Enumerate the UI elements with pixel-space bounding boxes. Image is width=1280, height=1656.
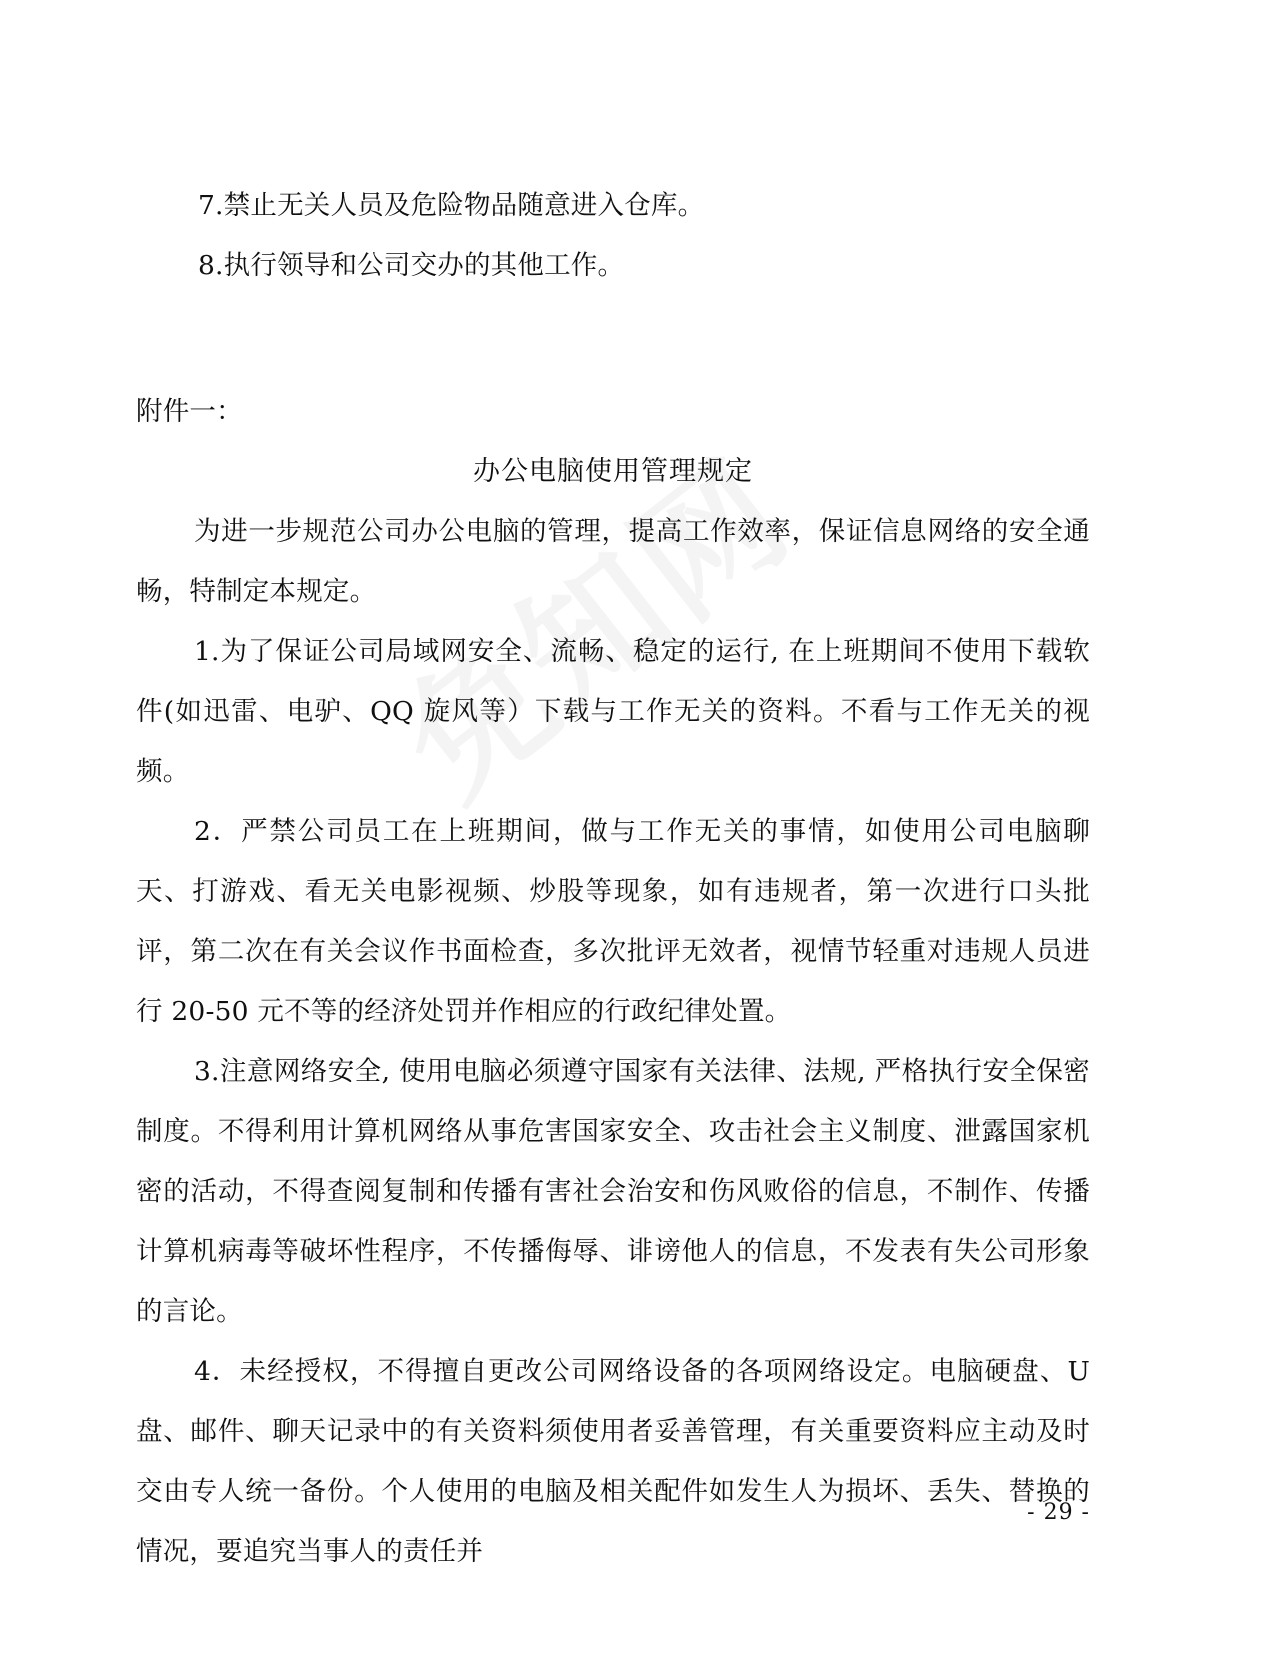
top-margin-spacer [136, 0, 1090, 176]
article-paragraph-4: 4．未经授权，不得擅自更改公司网络设备的各项网络设定。电脑硬盘、U 盘、邮件、聊天记录中的有关资料须使用者妥善管理，有关重要资料应主动及时交由专人统一备份。个人使用的电脑及相关配件如发生人为损坏、丢失、替换的情况，要追究当事人的责任并 [136, 1356, 1090, 1567]
list-item: 8.执行领导和公司交办的其他工作。 [198, 250, 625, 281]
page-title: 办公电脑使用管理规定 [473, 456, 753, 487]
attachment-label: 附件一： [136, 396, 243, 427]
preamble-paragraph: 为进一步规范公司办公电脑的管理，提高工作效率，保证信息网络的安全通畅，特制定本规定。 [136, 516, 1090, 607]
section-gap-spacer [136, 296, 1090, 382]
list-item: 7.禁止无关人员及危险物品随意进入仓库。 [198, 190, 705, 221]
page-number: - 29 - [1027, 1500, 1090, 1525]
article-paragraph-2: 2．严禁公司员工在上班期间，做与工作无关的事情，如使用公司电脑聊天、打游戏、看无关电影视频、炒股等现象，如有违规者，第一次进行口头批评，第二次在有关会议作书面检查，多次批评无效者，视情节轻重对违规人员进行 20-50 元不等的经济处罚并作相应的行政纪律处置。 [136, 816, 1090, 1027]
article-paragraph-1: 1.为了保证公司局域网安全、流畅、稳定的运行, 在上班期间不使用下载软件(如迅雷、电驴、QQ 旋风等）下载与工作无关的资料。不看与工作无关的视频。 [136, 636, 1090, 787]
article-paragraph-3: 3.注意网络安全, 使用电脑必须遵守国家有关法律、法规, 严格执行安全保密制度。不得利用计算机网络从事危害国家安全、攻击社会主义制度、泄露国家机密的活动，不得查阅复制和传播有害社会治安和伤风败俗的信息，不制作、传播计算机病毒等破坏性程序，不传播侮辱、诽谤他人的信息，不发表有失公司形象的言论。 [136, 1056, 1090, 1327]
